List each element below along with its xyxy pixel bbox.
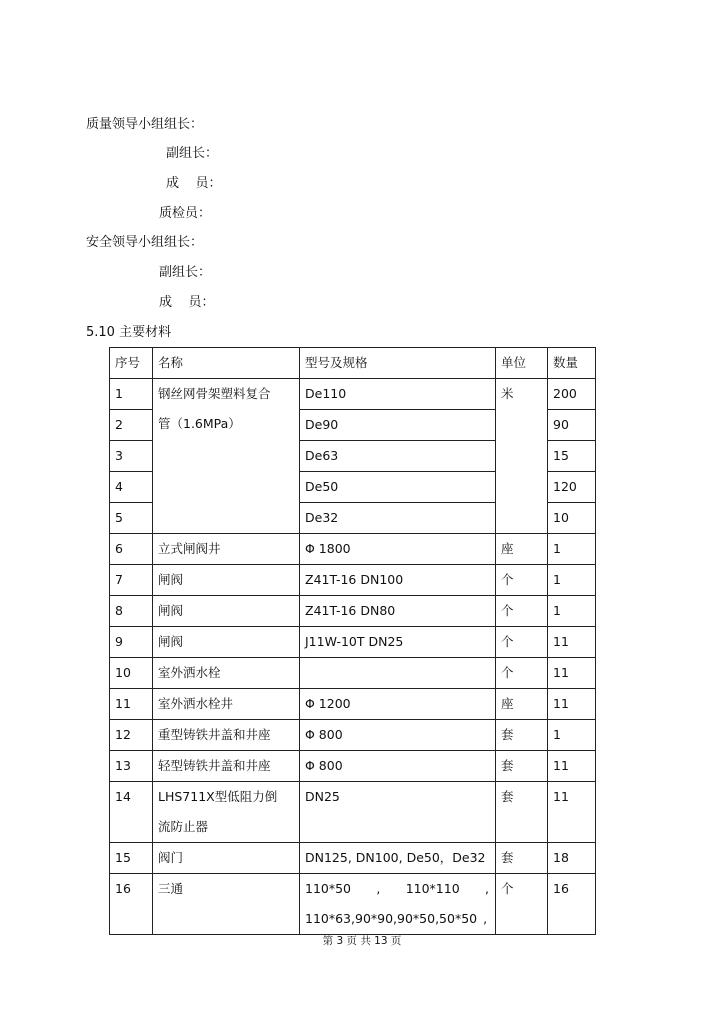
- row-qty: 10: [548, 503, 596, 534]
- row-spec-part: 110*63,90*90,90*50,50*50: [305, 911, 478, 926]
- row-qty: 18: [548, 843, 596, 874]
- row-no: 12: [110, 720, 153, 751]
- row-spec-line: [305, 874, 495, 904]
- row-no: 16: [110, 874, 153, 935]
- row-no: 7: [110, 565, 153, 596]
- row-spec: Φ 800: [300, 720, 496, 751]
- table-row: [110, 782, 596, 843]
- row-qty: 90: [548, 410, 596, 441]
- row-spec: Φ 1200: [300, 689, 496, 720]
- row-spec: DN125, DN100, De50，De32: [300, 843, 496, 874]
- safety-deputy-label: 副组长：: [159, 265, 212, 280]
- safety-member-label: 成 员：: [159, 295, 215, 310]
- row-qty: 200: [548, 379, 596, 410]
- row-spec-line: [305, 904, 495, 934]
- table-row: [110, 627, 596, 658]
- table-row: [110, 689, 596, 720]
- row-qty: 11: [548, 658, 596, 689]
- row-spec: De50: [300, 472, 496, 503]
- row-no: 3: [110, 441, 153, 472]
- section-title: 5.10 主要材料: [86, 325, 172, 340]
- table-body: [110, 379, 596, 935]
- row-name-line: 流防止器: [158, 819, 209, 834]
- row-spec: Z41T-16 DN100: [300, 565, 496, 596]
- table-row: [110, 596, 596, 627]
- row-unit: 座: [496, 534, 548, 565]
- header-name: 名称: [153, 348, 300, 379]
- table-row: [110, 874, 596, 935]
- row-name: 轻型铸铁井盖和井座: [153, 751, 300, 782]
- row-unit: 套: [496, 751, 548, 782]
- row-unit: 个: [496, 596, 548, 627]
- row-name: 阀门: [153, 843, 300, 874]
- table-row: [110, 379, 596, 410]
- table-header-row: [110, 348, 596, 379]
- row-qty: 1: [548, 534, 596, 565]
- header-no: 序号: [110, 348, 153, 379]
- row-qty: 11: [548, 627, 596, 658]
- row-qty: 1: [548, 565, 596, 596]
- table-row: [110, 658, 596, 689]
- row-spec: De90: [300, 410, 496, 441]
- header-qty: 数量: [548, 348, 596, 379]
- row-qty: 1: [548, 596, 596, 627]
- row-qty: 11: [548, 782, 596, 843]
- row-no: 9: [110, 627, 153, 658]
- row-name-line: 管（1.6MPa）: [158, 416, 241, 431]
- row-name: 室外洒水栓: [153, 658, 300, 689]
- row-name: [153, 379, 300, 534]
- row-no: 14: [110, 782, 153, 843]
- table-row: [110, 565, 596, 596]
- row-qty: 1: [548, 720, 596, 751]
- row-spec-part: 110*50: [305, 881, 352, 896]
- row-no: 4: [110, 472, 153, 503]
- row-spec: [300, 874, 496, 935]
- header-unit: 单位: [496, 348, 548, 379]
- row-unit: 座: [496, 689, 548, 720]
- row-qty: 11: [548, 751, 596, 782]
- row-spec: Z41T-16 DN80: [300, 596, 496, 627]
- materials-table: [109, 347, 596, 935]
- row-spec: De32: [300, 503, 496, 534]
- row-unit: 个: [496, 565, 548, 596]
- row-qty: 16: [548, 874, 596, 935]
- row-spec: [300, 658, 496, 689]
- row-no: 15: [110, 843, 153, 874]
- row-name: 立式闸阀井: [153, 534, 300, 565]
- row-unit: 个: [496, 658, 548, 689]
- row-qty: 15: [548, 441, 596, 472]
- table-row: [110, 534, 596, 565]
- row-spec: DN25: [300, 782, 496, 843]
- table-row: [110, 751, 596, 782]
- page-footer: 第 3 页 共 13 页: [322, 935, 402, 947]
- row-unit: 个: [496, 627, 548, 658]
- row-spec: Φ 800: [300, 751, 496, 782]
- row-spec-part: ,: [483, 911, 488, 926]
- row-no: 11: [110, 689, 153, 720]
- row-unit: 套: [496, 720, 548, 751]
- row-spec: J11W-10T DN25: [300, 627, 496, 658]
- row-name: 三通: [153, 874, 300, 935]
- row-name: 室外洒水栓井: [153, 689, 300, 720]
- row-name-line: 钢丝网骨架塑料复合: [158, 386, 271, 401]
- row-name: 闸阀: [153, 627, 300, 658]
- row-spec-part: 110*110: [405, 881, 460, 896]
- row-qty: 120: [548, 472, 596, 503]
- row-name: 重型铸铁井盖和井座: [153, 720, 300, 751]
- row-name: 闸阀: [153, 565, 300, 596]
- row-no: 2: [110, 410, 153, 441]
- row-unit: 米: [496, 379, 548, 534]
- row-name-line: LHS711X型低阻力倒: [158, 789, 278, 804]
- row-no: 1: [110, 379, 153, 410]
- header-spec: 型号及规格: [300, 348, 496, 379]
- quality-member-label: 成 员：: [166, 176, 222, 191]
- row-spec: Φ 1800: [300, 534, 496, 565]
- table-row: [110, 843, 596, 874]
- row-spec-part: ,: [376, 881, 381, 896]
- row-spec: De63: [300, 441, 496, 472]
- row-name: [153, 782, 300, 843]
- safety-leader-label: 安全领导小组组长：: [86, 235, 204, 250]
- row-no: 8: [110, 596, 153, 627]
- row-name: 闸阀: [153, 596, 300, 627]
- quality-deputy-label: 副组长：: [166, 146, 219, 161]
- row-unit: 个: [496, 874, 548, 935]
- row-spec: De110: [300, 379, 496, 410]
- row-no: 5: [110, 503, 153, 534]
- row-spec-part: ,: [485, 881, 489, 896]
- quality-leader-label: 质量领导小组组长：: [86, 117, 204, 132]
- row-unit: 套: [496, 782, 548, 843]
- table-row: [110, 720, 596, 751]
- row-qty: 11: [548, 689, 596, 720]
- row-no: 13: [110, 751, 153, 782]
- row-no: 10: [110, 658, 153, 689]
- row-no: 6: [110, 534, 153, 565]
- row-unit: 套: [496, 843, 548, 874]
- quality-inspector-label: 质检员：: [159, 206, 212, 221]
